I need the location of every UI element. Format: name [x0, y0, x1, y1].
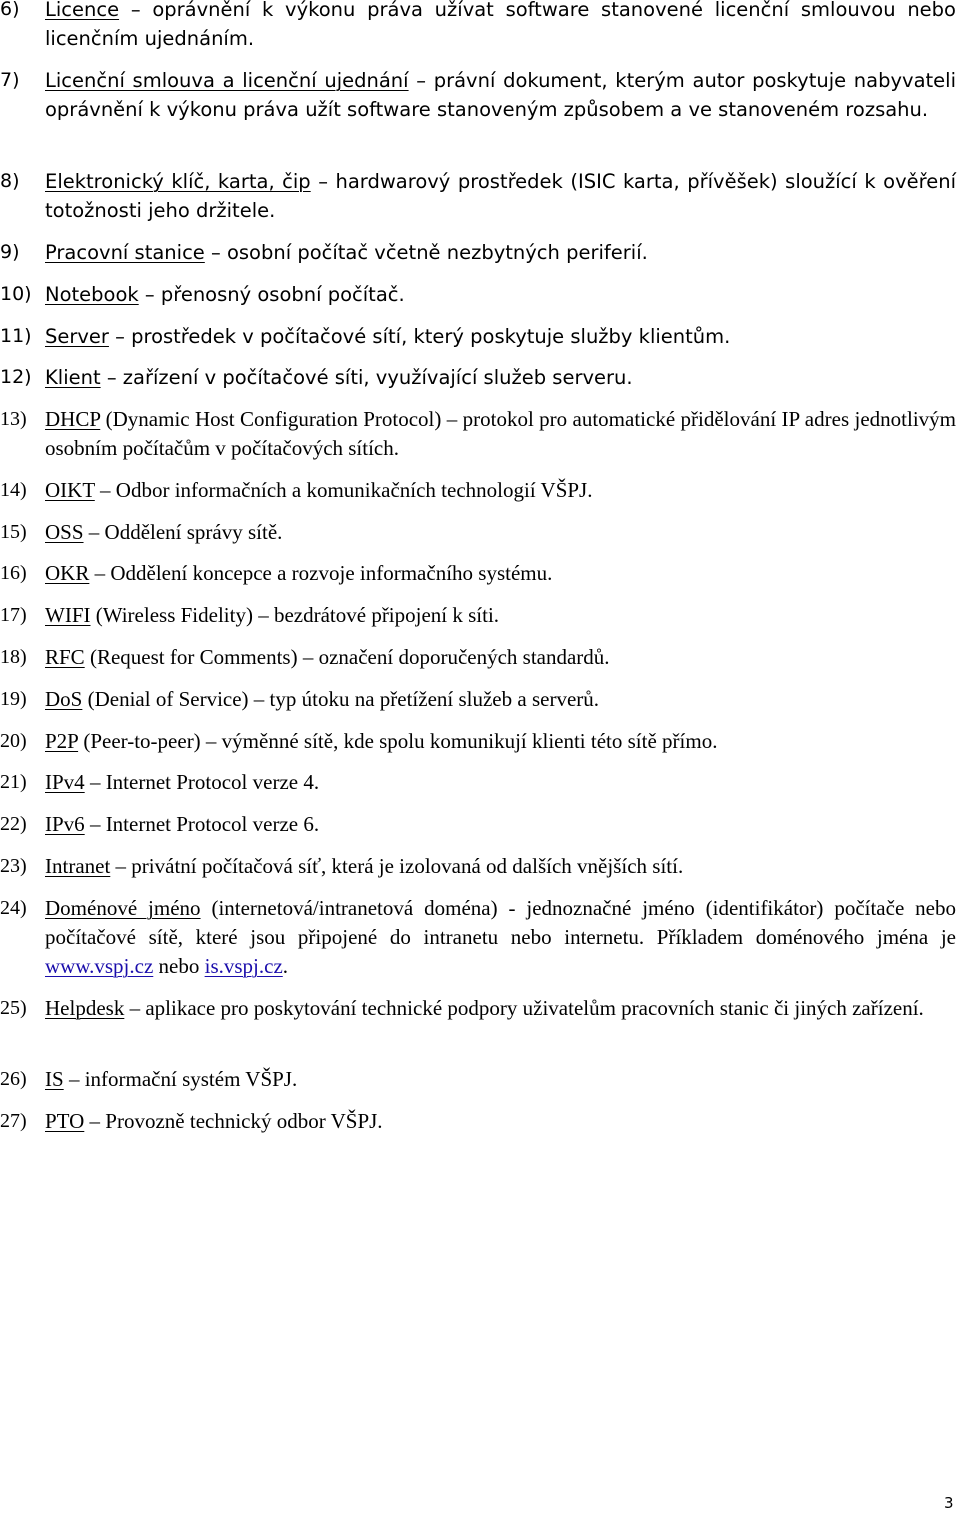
definition: (Denial of Service) – typ útoku na přetížení služeb a serverů.	[82, 687, 600, 711]
definition: (internetová/intranetová doména) - jednoznačné jméno (identifikátor) počítače nebo počítačové sítě, které jsou připojené do intranetu nebo internetu. Příkladem doménového jména je	[45, 896, 956, 949]
definition: – aplikace pro poskytování technické podpory uživatelům pracovních stanic či jiných zařízení.	[124, 996, 924, 1020]
term: RFC	[45, 645, 85, 669]
definition: – přenosný osobní počítač.	[138, 283, 405, 306]
item-text	[45, 810, 956, 839]
item-text	[45, 559, 956, 588]
item-text	[45, 685, 956, 714]
item-text	[45, 727, 956, 756]
term: DoS	[45, 687, 83, 711]
item-number: 12)	[0, 366, 32, 388]
term: IS	[45, 1067, 64, 1091]
term: WIFI	[45, 603, 91, 627]
item-number: 16)	[0, 562, 27, 584]
definition-end: .	[282, 954, 289, 978]
item-text	[45, 167, 956, 225]
term: IPv4	[45, 770, 85, 794]
item-text	[45, 994, 956, 1023]
item-text	[45, 476, 956, 505]
item-text	[45, 894, 956, 981]
definition: – Provozně technický odbor VŠPJ.	[84, 1109, 383, 1133]
item-number: 23)	[0, 855, 27, 877]
item-text	[45, 852, 956, 881]
term: Pracovní stanice	[45, 241, 205, 264]
term: Klient	[45, 366, 101, 389]
item-number: 15)	[0, 521, 27, 543]
term: OIKT	[45, 478, 95, 502]
definition: – informační systém VŠPJ.	[63, 1067, 298, 1091]
term: Helpdesk	[45, 996, 125, 1020]
item-text	[45, 280, 956, 309]
term: OSS	[45, 520, 84, 544]
item-number: 25)	[0, 997, 27, 1019]
definition: – zařízení v počítačové síti, využívající služeb serveru.	[100, 366, 633, 389]
item-text	[45, 601, 956, 630]
item-text	[45, 405, 956, 463]
definition: – Internet Protocol verze 4.	[84, 770, 320, 794]
definition: – Oddělení správy sítě.	[83, 520, 283, 544]
item-number: 19)	[0, 688, 27, 710]
term: P2P	[45, 729, 79, 753]
item-number: 26)	[0, 1068, 27, 1090]
term: IPv6	[45, 812, 85, 836]
item-number: 22)	[0, 813, 27, 835]
term: Licence	[45, 0, 120, 21]
item-number: 8)	[0, 170, 20, 192]
definition: (Dynamic Host Configuration Protocol) – protokol pro automatické přidělování IP adres jednotlivým osobním počítačům v počítačových sítích.	[45, 407, 956, 460]
item-text	[45, 363, 956, 392]
term: Licenční smlouva a licenční ujednání	[45, 69, 409, 92]
definition: – hardwarový prostředek (ISIC karta, přívěšek) sloužící k ověření totožnosti jeho držitele.	[45, 170, 956, 222]
item-number: 11)	[0, 325, 32, 347]
term: OKR	[45, 561, 90, 585]
definition: (Peer-to-peer) – výměnné sítě, kde spolu komunikují klienti této sítě přímo.	[78, 729, 718, 753]
page-number: 3	[944, 1494, 954, 1512]
item-number: 10)	[0, 283, 32, 305]
item-text	[45, 1107, 956, 1136]
item-number: 14)	[0, 479, 27, 501]
item-text	[45, 238, 956, 267]
item-number: 20)	[0, 730, 27, 752]
definition-continued: nebo	[153, 954, 205, 978]
term: Notebook	[45, 283, 139, 306]
item-text	[45, 768, 956, 797]
item-number: 18)	[0, 646, 27, 668]
definition: (Wireless Fidelity) – bezdrátové připojení k síti.	[90, 603, 500, 627]
definition: – oprávnění k výkonu práva užívat software stanovené licenční smlouvou nebo licenčním ujednáním.	[45, 0, 956, 50]
item-number: 21)	[0, 771, 27, 793]
item-number: 9)	[0, 241, 20, 263]
term: DHCP	[45, 407, 101, 431]
definition: (Request for Comments) – označení doporučených standardů.	[84, 645, 610, 669]
item-number: 7)	[0, 69, 20, 91]
item-number: 13)	[0, 408, 27, 430]
definition: – právní dokument, kterým autor poskytuje nabyvateli oprávnění k výkonu práva užít software stanoveným způsobem a ve stanoveném rozsahu.	[45, 69, 956, 121]
domain-link-is[interactable]: is.vspj.cz	[204, 954, 283, 978]
item-number: 6)	[0, 0, 20, 20]
item-number: 17)	[0, 604, 27, 626]
definition: – privátní počítačová síť, která je izolovaná od dalších vnějších sítí.	[110, 854, 684, 878]
definition: – Oddělení koncepce a rozvoje informačního systému.	[89, 561, 553, 585]
domain-link-www[interactable]: www.vspj.cz	[45, 954, 154, 978]
definition: – Odbor informačních a komunikačních technologií VŠPJ.	[94, 478, 593, 502]
item-text	[45, 518, 956, 547]
definition: – prostředek v počítačové sítí, který poskytuje služby klientům.	[108, 325, 731, 348]
definition: – Internet Protocol verze 6.	[84, 812, 320, 836]
term: Intranet	[45, 854, 111, 878]
term: Server	[45, 325, 109, 348]
item-text	[45, 643, 956, 672]
item-number: 27)	[0, 1110, 27, 1132]
term: PTO	[45, 1109, 85, 1133]
item-text	[45, 66, 956, 124]
term: Doménové jméno	[45, 896, 201, 920]
item-number: 24)	[0, 897, 27, 919]
item-text	[45, 0, 956, 53]
definition: – osobní počítač včetně nezbytných periferií.	[204, 241, 648, 264]
term: Elektronický klíč, karta, čip	[45, 170, 311, 193]
item-text	[45, 322, 956, 351]
item-text	[45, 1065, 956, 1094]
